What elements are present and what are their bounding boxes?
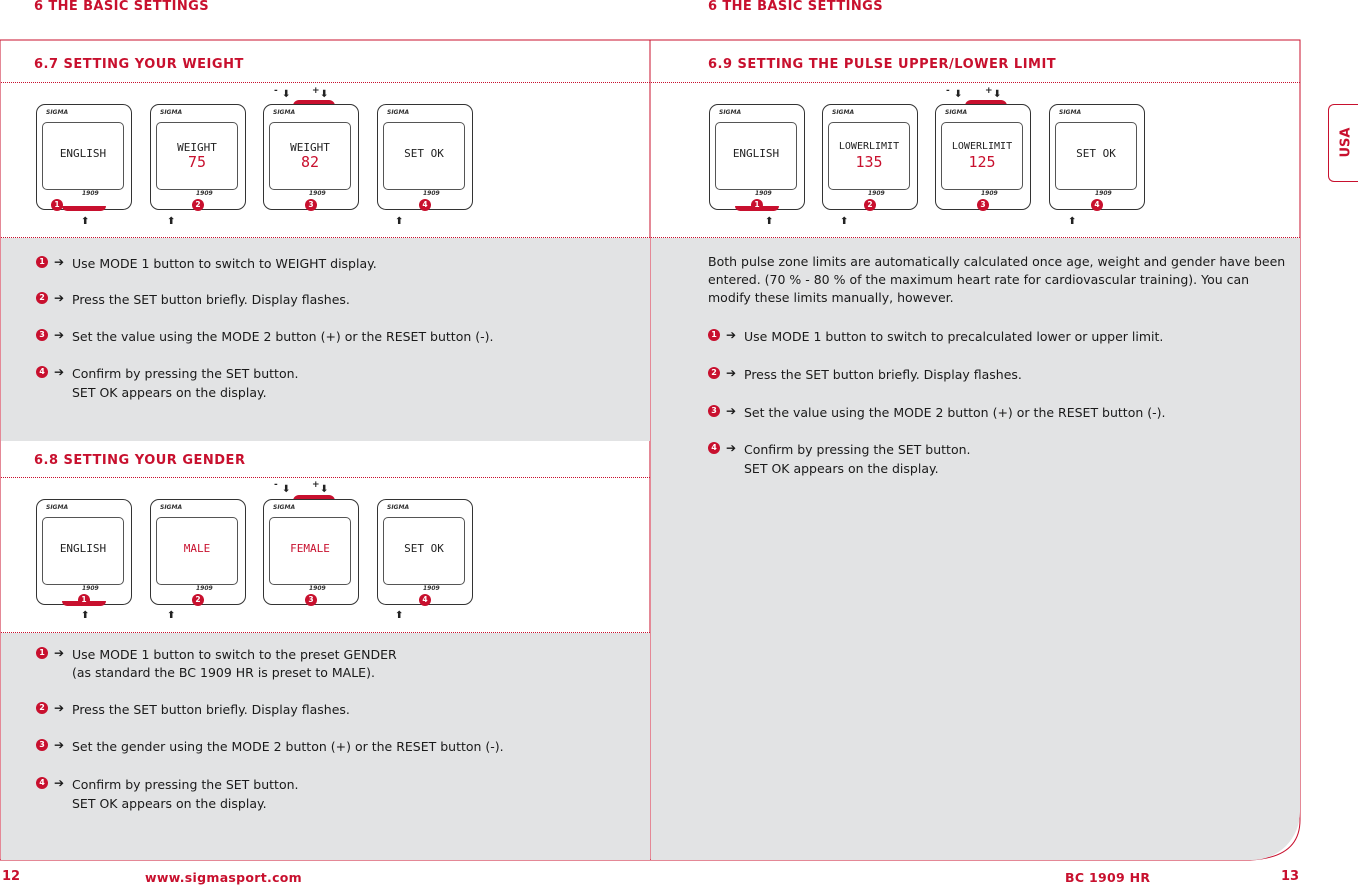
push-up-icon: ⬆ [81,610,90,621]
lcd-text: ENGLISH [59,542,107,555]
intro-line: modify these limits manually, however. [708,290,954,305]
model-label: 1909 [981,190,998,197]
device-display [263,499,359,605]
step-badge: 2 [864,199,876,211]
model-label: 1909 [309,585,326,592]
step-badge: 2 [192,199,204,211]
lcd-value: 135 [855,153,883,171]
divider [1,632,650,633]
device-display [377,104,473,210]
brand-logo: SIGMA [273,109,296,116]
lcd-text: SET OK [404,147,444,160]
model-label: 1909 [1095,190,1112,197]
lcd-text: LOWERLIMIT [951,141,1013,152]
brand-logo: SIGMA [160,109,183,116]
step-badge: 3 [977,199,989,211]
device-display [935,104,1031,210]
footer-url[interactable]: www.sigmasport.com [145,870,303,885]
brand-logo: SIGMA [160,504,183,511]
model-label: 1909 [755,190,772,197]
brand-logo: SIGMA [832,109,855,116]
weight-steps: 1 ➔ Use MODE 1 button to switch to WEIGHT display. 2 ➔ Press the SET button briefly. Display flashes. 3 ➔ Set the value using the MODE 2 button (+) or the RESET button (-). 4 ➔ Confirm by pressing the SET button. SET OK appears on the display. [36,256,636,416]
step-badge: 1 [751,199,763,211]
intro-line: Both pulse zone limits are automatically calculated once age, weight and gender have been [708,254,1286,269]
device-display [150,499,246,605]
model-label: 1909 [423,190,440,197]
brand-logo: SIGMA [387,109,410,116]
model-label: 1909 [868,190,885,197]
lcd-text: ENGLISH [59,147,107,160]
divider [1,477,650,478]
lcd-text: WEIGHT [290,141,330,154]
divider [651,237,1300,238]
push-up-icon: ⬆ [765,216,774,227]
right-page-header: 6 THE BASIC SETTINGS [708,0,883,14]
push-down-icon: ⬇ [954,89,963,100]
lcd-value: 125 [968,153,996,171]
device-display [1049,104,1145,210]
plus-symbol: + [312,480,320,490]
step-badge: 3 [305,199,317,211]
push-up-icon: ⬆ [395,216,404,227]
step-badge: 4 [419,199,431,211]
push-down-icon: ⬇ [320,89,329,100]
model-label: 1909 [82,585,99,592]
push-down-icon: ⬇ [282,484,291,495]
brand-logo: SIGMA [273,504,296,511]
region-tab[interactable] [1328,104,1358,182]
push-down-icon: ⬇ [320,484,329,495]
device-display [150,104,246,210]
brand-logo: SIGMA [46,504,69,511]
gender-steps: 1 ➔ Use MODE 1 button to switch to the preset GENDER (as standard the BC 1909 HR is preset to MALE). 2 ➔ Press the SET button briefly. Display flashes. 3 ➔ Set the gender using the MODE 2 button (+) or the RESET button (-). 4 ➔ Confirm by pressing the SET button. SET OK appears on the display. [36,647,636,817]
push-up-icon: ⬆ [81,216,90,227]
device-display [377,499,473,605]
lcd-text: ENGLISH [732,147,780,160]
left-page-header: 6 THE BASIC SETTINGS [34,0,209,14]
device-display [263,104,359,210]
lcd-text: FEMALE [290,542,330,555]
intro-line: entered. (70 % - 80 % of the maximum heart rate for cardiovascular training). You can [708,272,1250,287]
lcd-text: SET OK [404,542,444,555]
model-label: 1909 [196,190,213,197]
model-label: 1909 [82,190,99,197]
lcd-text: LOWERLIMIT [838,141,900,152]
step-badge: 4 [1091,199,1103,211]
brand-logo: SIGMA [387,504,410,511]
divider [651,82,1300,83]
push-up-icon: ⬆ [395,610,404,621]
push-down-icon: ⬇ [282,89,291,100]
lcd-text: WEIGHT [177,141,217,154]
footer-model: BC 1909 HR [1065,870,1151,885]
brand-logo: SIGMA [46,109,69,116]
page-number-left: 12 [2,869,21,884]
mode1-button [62,206,106,211]
model-label: 1909 [196,585,213,592]
minus-symbol: - [274,480,278,490]
plus-symbol: + [985,86,993,96]
step-badge: 1 [78,594,90,606]
pulse-intro [708,253,1288,307]
plus-symbol: + [312,86,320,96]
model-label: 1909 [309,190,326,197]
device-display [709,104,805,210]
push-up-icon: ⬆ [167,610,176,621]
device-display [36,104,132,210]
section-title-pulse: 6.9 SETTING THE PULSE UPPER/LOWER LIMIT [708,57,1057,72]
brand-logo: SIGMA [1059,109,1082,116]
region-tab-label: USA [1338,127,1354,158]
minus-symbol: - [274,86,278,96]
step-badge: 1 [51,199,63,211]
pulse-steps: 1 ➔ Use MODE 1 button to switch to precalculated lower or upper limit. 2 ➔ Press the SET button briefly. Display flashes. 3 ➔ Set the value using the MODE 2 button (+) or the RESET button (-). 4 ➔ Confirm by pressing the SET button. SET OK appears on the display. [708,329,1288,489]
push-down-icon: ⬇ [993,89,1002,100]
step-badge: 2 [192,594,204,606]
lcd-value: 75 [187,153,207,171]
lcd-value: 82 [300,153,320,171]
brand-logo: SIGMA [945,109,968,116]
divider [1,237,650,238]
section-title-weight: 6.7 SETTING YOUR WEIGHT [34,57,244,72]
push-up-icon: ⬆ [1068,216,1077,227]
device-display [36,499,132,605]
lcd-text: MALE [183,542,211,555]
push-up-icon: ⬆ [167,216,176,227]
push-up-icon: ⬆ [840,216,849,227]
section-title-gender: 6.8 SETTING YOUR GENDER [34,453,246,468]
minus-symbol: - [946,86,950,96]
lcd-text: SET OK [1076,147,1116,160]
step-badge: 4 [419,594,431,606]
divider [1,82,650,83]
model-label: 1909 [423,585,440,592]
brand-logo: SIGMA [719,109,742,116]
device-display [822,104,918,210]
page-number-right: 13 [1281,869,1300,884]
step-badge: 3 [305,594,317,606]
